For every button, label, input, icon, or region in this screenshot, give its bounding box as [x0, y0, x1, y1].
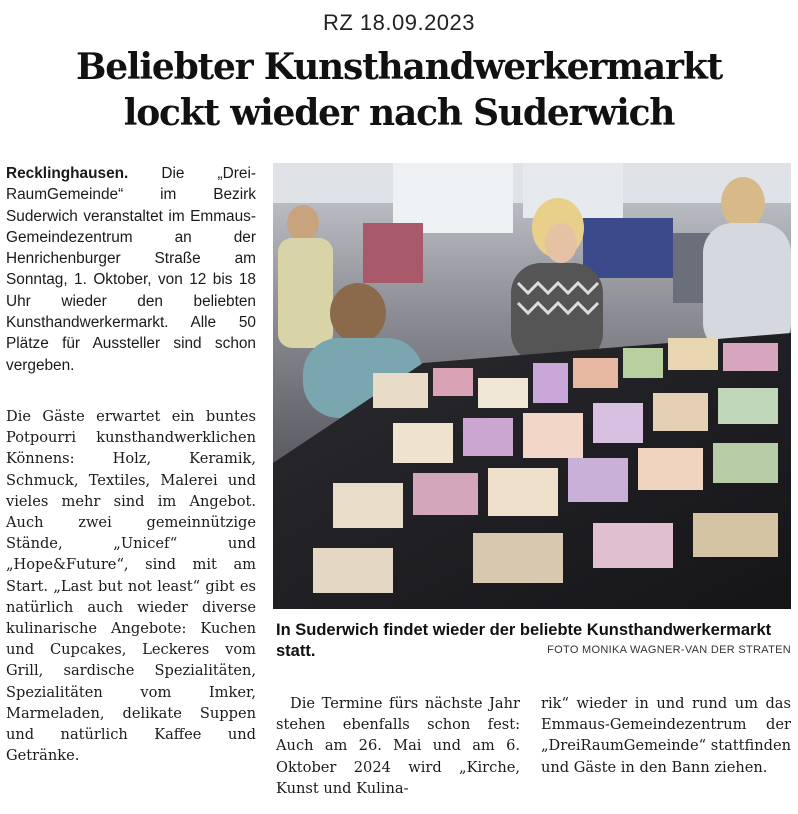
publication-date: RZ 18.09.2023 — [322, 10, 476, 35]
article-paragraph-3-start — [276, 693, 520, 799]
photo-caption: In Suderwich findet wieder der beliebte Kunsthandwerkermarkt statt. — [276, 621, 772, 660]
headline-line-1: Beliebter Kunsthandwerkermarkt — [75, 46, 722, 88]
market-photo-illustration — [273, 163, 791, 609]
article-paragraph-3-start-text: Die Termine fürs nächste Jahr stehen ebenfalls schon fest: Auch am 26. Mai und am 6. Oktober 2024 wird „Kirche, Kunst und Kulina- — [276, 695, 520, 797]
market-photo — [273, 163, 791, 609]
headline-line-2: lockt wieder nach Suderwich — [123, 92, 675, 134]
article-paragraph-2: Die Gäste erwartet ein buntes Potpourri kunsthandwerklichen Könnens: Holz, Keramik, Schmuck, Textiles, Malerei und vieles mehr sind im Angebot. Auch zwei gemeinnützige Stände, „Unicef“ und „Hope&Future“, sind mit am Start. „Last but not least“ gibt es natürlich auch wieder diverse kulinarische Angebote: Kuchen und Cupcakes, Leckeres vom Grill, sardische Spezialitäten, Spezialitäten vom Imker, Marmeladen, delikate Suppen und natürlich Kaffee und Getränke. — [6, 408, 256, 765]
article-dateline: Recklinghausen. — [6, 165, 129, 182]
photo-credit: FOTO MONIKA WAGNER-VAN DER STRATEN — [547, 644, 791, 656]
article-paragraph-1 — [6, 163, 256, 376]
article-headline — [0, 44, 798, 136]
article-paragraph-1-text: Die „Drei-RaumGemeinde“ im Bezirk Suderwich veranstaltet im Emmaus-Gemeindezentrum an der Henrichenburger Straße am Sonntag, 1. Oktober, von 12 bis 18 Uhr wieder den beliebten Kunsthandwerkermarkt. Alle 50 Plätze für Aussteller sind schon vergeben. — [6, 165, 256, 374]
article-paragraph-3-end: rik“ wieder in und rund um das Emmaus-Gemeindezentrum der „DreiRaumGemeinde“ stattfinden und Gäste in den Bann ziehen. — [541, 695, 792, 776]
